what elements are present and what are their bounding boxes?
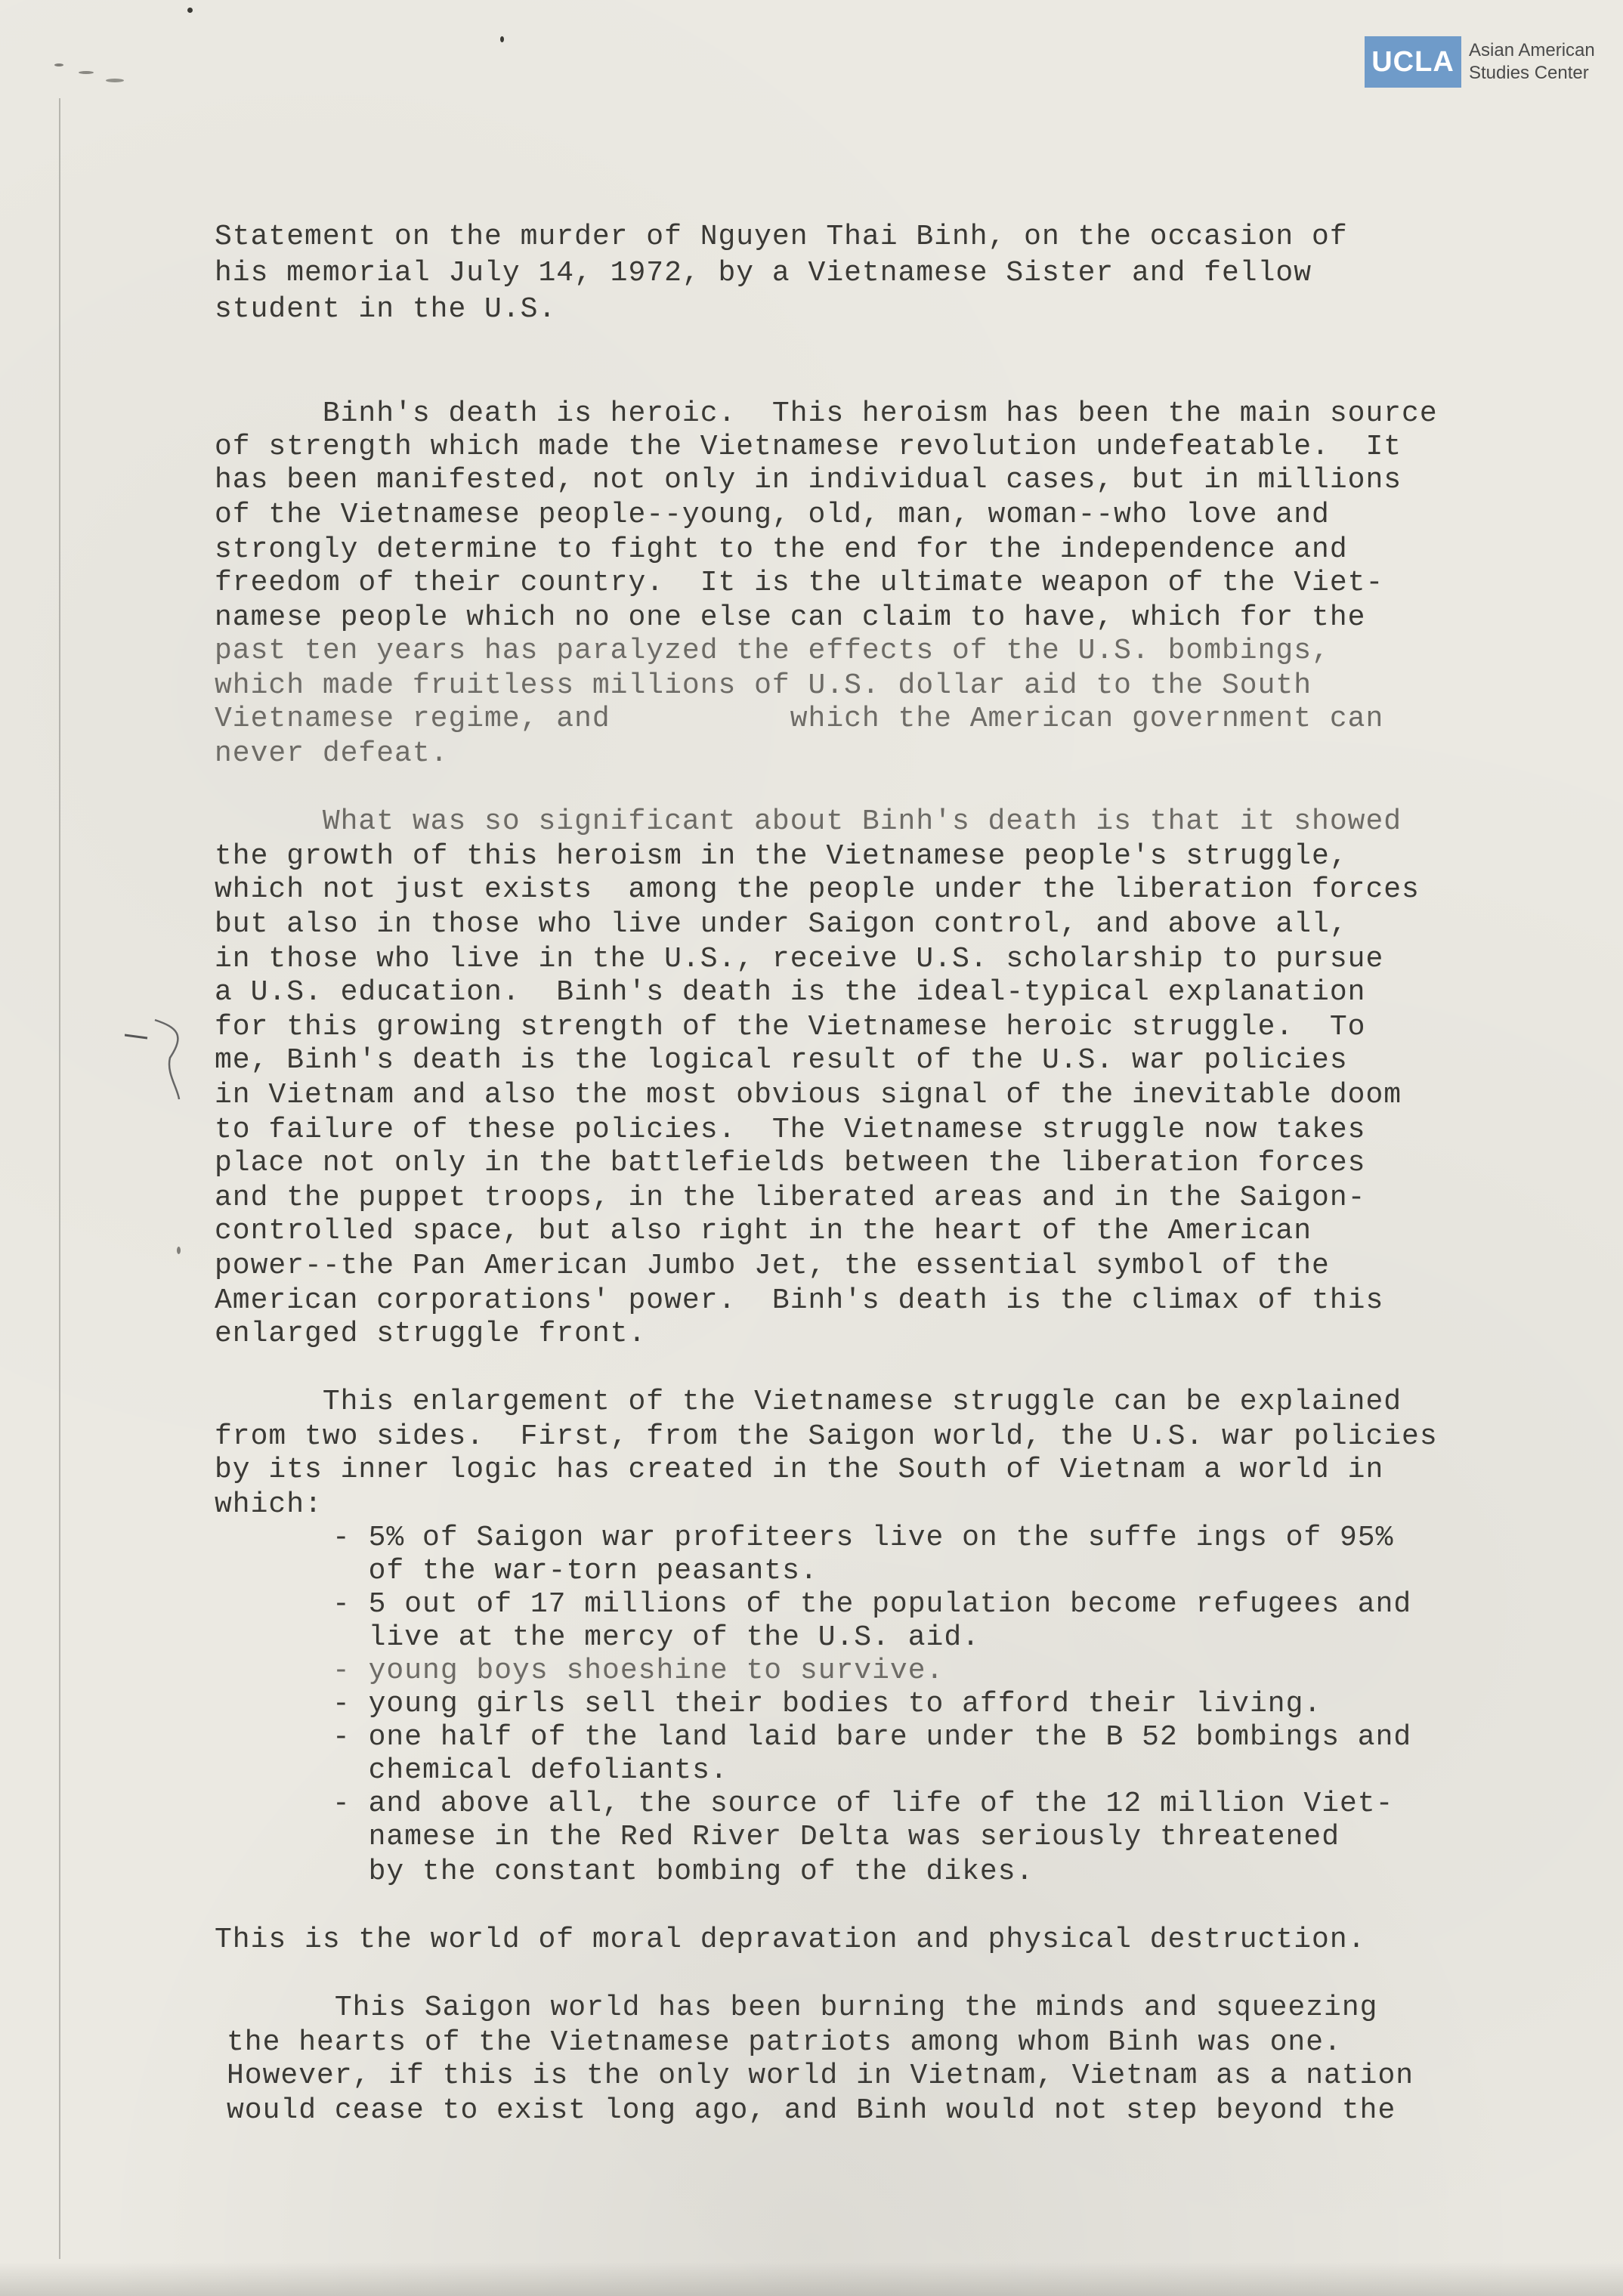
paragraph-4-line: would cease to exist long ago, and Binh would not step beyond the bbox=[227, 2094, 1396, 2127]
title-line: his memorial July 14, 1972, by a Vietnamese Sister and fellow bbox=[215, 257, 1312, 289]
paragraph-1-line: strongly determine to fight to the end for the independence and bbox=[215, 533, 1348, 566]
paper-speck bbox=[106, 79, 124, 82]
paragraph-3-line: This enlargement of the Vietnamese struggle can be explained bbox=[215, 1386, 1402, 1418]
paragraph-1-line: of the Vietnamese people--young, old, man, woman--who love and bbox=[215, 499, 1330, 531]
paragraph-2-line: in those who live in the U.S., receive U.S. scholarship to pursue bbox=[215, 943, 1384, 975]
paragraph-2-line: which not just exists among the people under the liberation forces bbox=[215, 873, 1420, 906]
bullet-line: - and above all, the source of life of the 12 million Viet- bbox=[332, 1788, 1394, 1820]
paragraph-1-line: freedom of their country. It is the ultimate weapon of the Viet- bbox=[215, 567, 1384, 599]
title-line: Statement on the murder of Nguyen Thai Binh, on the occasion of bbox=[215, 221, 1348, 253]
paragraph-2-line: me, Binh's death is the logical result of the U.S. war policies bbox=[215, 1044, 1348, 1077]
margin-pencil-mark bbox=[125, 1005, 215, 1103]
archive-center-line-1: Asian American bbox=[1469, 40, 1595, 60]
paragraph-1-line: never defeat. bbox=[215, 737, 449, 770]
archive-center-line-2: Studies Center bbox=[1469, 63, 1589, 83]
paragraph-2-line: power--the Pan American Jumbo Jet, the essential symbol of the bbox=[215, 1250, 1330, 1282]
paragraph-2-line: but also in those who live under Saigon control, and above all, bbox=[215, 908, 1348, 941]
paragraph-1-line: Binh's death is heroic. This heroism has been the main source bbox=[215, 397, 1438, 430]
bullet-line: - young girls sell their bodies to afford their living. bbox=[332, 1688, 1322, 1720]
paper-speck bbox=[79, 71, 94, 74]
bullet-line: - 5% of Saigon war profiteers live on the suffe ings of 95% bbox=[332, 1522, 1394, 1554]
paragraph-4-line: the hearts of the Vietnamese patriots among whom Binh was one. bbox=[227, 2026, 1342, 2059]
paragraph-1-line: of strength which made the Vietnamese revolution undefeatable. It bbox=[215, 431, 1402, 463]
paragraph-1-line: Vietnamese regime, and which the American government can bbox=[215, 703, 1384, 735]
paragraph-1-line: which made fruitless millions of U.S. dollar aid to the South bbox=[215, 669, 1312, 702]
paper-speck bbox=[500, 36, 504, 42]
paragraph-2-line: enlarged struggle front. bbox=[215, 1318, 647, 1350]
paragraph-2-line: controlled space, but also right in the heart of the American bbox=[215, 1215, 1312, 1247]
summary-line: This is the world of moral depravation and physical destruction. bbox=[215, 1924, 1366, 1956]
paper-speck bbox=[54, 63, 63, 66]
paper-speck bbox=[187, 8, 193, 13]
paragraph-3-line: which: bbox=[215, 1488, 323, 1521]
archive-center-name bbox=[1469, 39, 1605, 85]
paragraph-1-line: has been manifested, not only in individual cases, but in millions bbox=[215, 464, 1402, 496]
bullet-line: of the war-torn peasants. bbox=[332, 1555, 818, 1587]
paragraph-2-line: in Vietnam and also the most obvious signal of the inevitable doom bbox=[215, 1079, 1402, 1111]
bullet-line: - 5 out of 17 millions of the population become refugees and bbox=[332, 1588, 1412, 1621]
bullet-line: namese in the Red River Delta was seriously threatened bbox=[332, 1821, 1340, 1853]
bullet-line: by the constant bombing of the dikes. bbox=[332, 1856, 1034, 1888]
ucla-logo-mark: UCLA bbox=[1365, 36, 1461, 88]
archive-logo bbox=[1365, 36, 1605, 88]
paragraph-1-line: past ten years has paralyzed the effects of the U.S. bombings, bbox=[215, 635, 1330, 667]
paper-speck bbox=[177, 1247, 181, 1254]
page-edge-shadow bbox=[59, 98, 60, 2259]
paragraph-1-line: namese people which no one else can claim to have, which for the bbox=[215, 601, 1366, 634]
paragraph-2-line: What was so significant about Binh's death is that it showed bbox=[215, 805, 1402, 838]
bullet-line: live at the mercy of the U.S. aid. bbox=[332, 1621, 980, 1654]
bullet-line: chemical defoliants. bbox=[332, 1754, 728, 1787]
paragraph-2-line: place not only in the battlefields between the liberation forces bbox=[215, 1147, 1366, 1179]
bullet-line: - young boys shoeshine to survive. bbox=[332, 1655, 944, 1687]
paragraph-2-line: a U.S. education. Binh's death is the ideal-typical explanation bbox=[215, 976, 1366, 1009]
paragraph-2-line: for this growing strength of the Vietnamese heroic struggle. To bbox=[215, 1011, 1366, 1043]
paragraph-2-line: to failure of these policies. The Vietnamese struggle now takes bbox=[215, 1114, 1366, 1146]
paragraph-2-line: American corporations' power. Binh's death is the climax of this bbox=[215, 1284, 1384, 1317]
paragraph-4-line: This Saigon world has been burning the minds and squeezing bbox=[227, 1992, 1378, 2024]
paragraph-2-line: the growth of this heroism in the Vietnamese people's struggle, bbox=[215, 840, 1348, 873]
paragraph-4-line: However, if this is the only world in Vietnam, Vietnam as a nation bbox=[227, 2060, 1414, 2092]
title-line: student in the U.S. bbox=[215, 293, 557, 326]
page-bottom-wear bbox=[0, 2262, 1623, 2296]
paragraph-2-line: and the puppet troops, in the liberated areas and in the Saigon- bbox=[215, 1182, 1366, 1214]
paragraph-3-line: from two sides. First, from the Saigon world, the U.S. war policies bbox=[215, 1420, 1438, 1453]
paragraph-3-line: by its inner logic has created in the South of Vietnam a world in bbox=[215, 1454, 1384, 1486]
bullet-line: - one half of the land laid bare under the B 52 bombings and bbox=[332, 1721, 1412, 1754]
